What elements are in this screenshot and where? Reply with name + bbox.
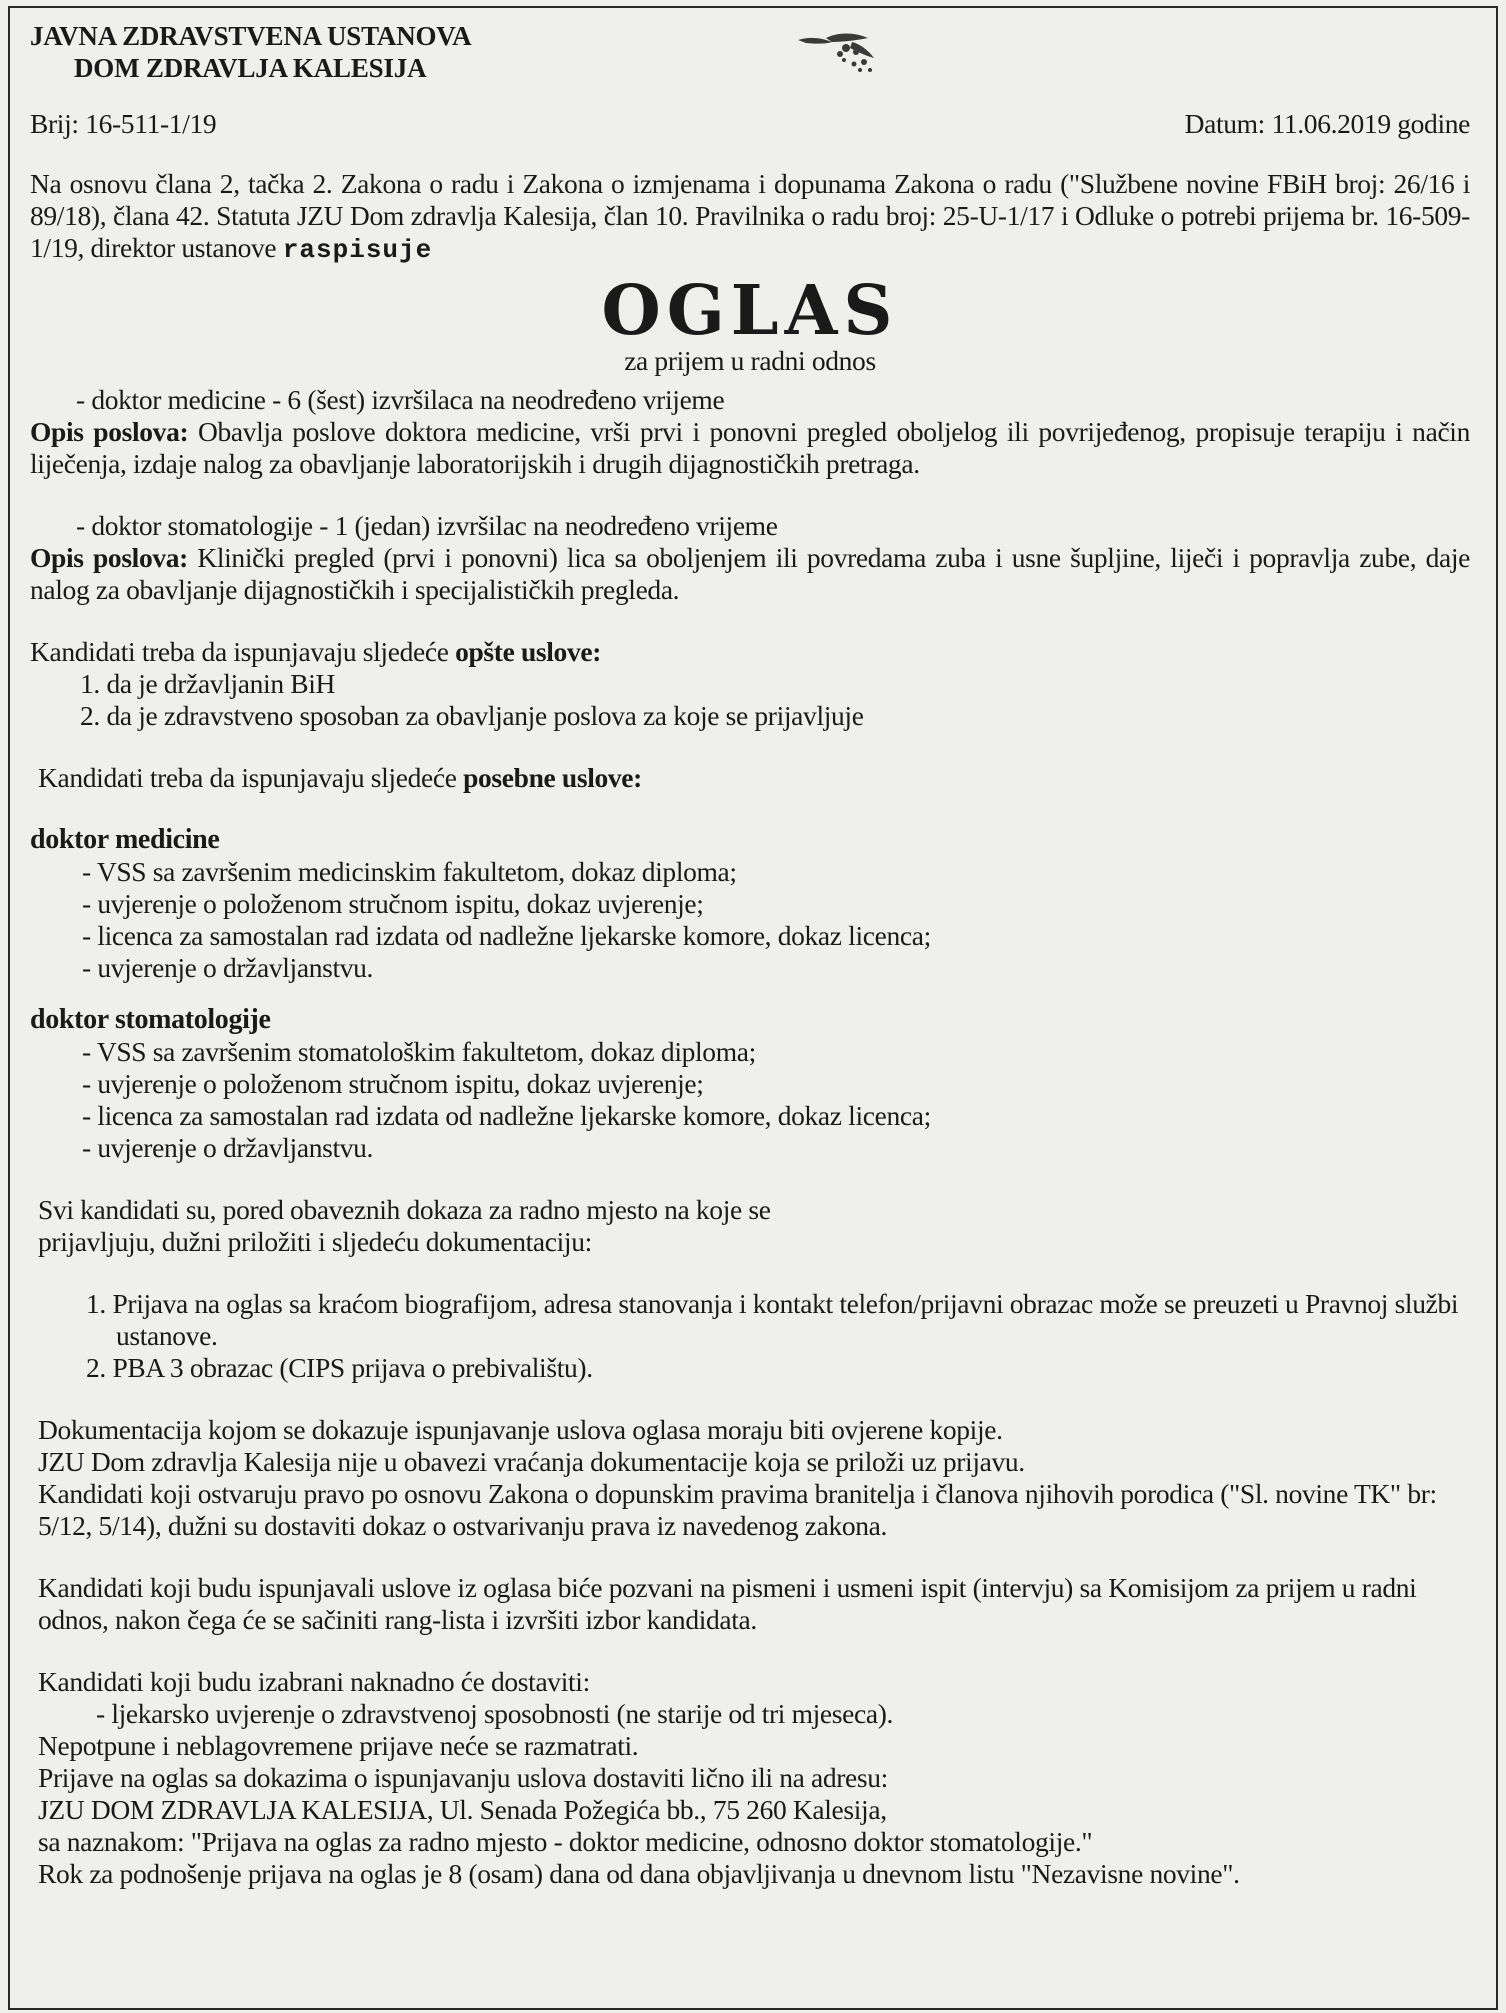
- special-group-dentistry-list: [30, 1036, 1470, 1164]
- position-1-desc-label: Opis poslova:: [30, 416, 189, 447]
- list-item: - uvjerenje o državljanstvu.: [82, 1132, 374, 1163]
- closing-deadline: Rok za podnošenje prijava na oglas je 8 (osam) dana od dana objavljivanja u dnevnom listu "Nezavisne novine".: [38, 1858, 1240, 1889]
- general-intro-end: :: [592, 636, 602, 667]
- documents-intro-line1: Svi kandidati su, pored obaveznih dokaza za radno mjesto na koje se: [38, 1194, 771, 1225]
- closing-line: Kandidati koji budu izabrani naknadno će dostaviti:: [38, 1666, 590, 1697]
- note-paragraph: Dokumentacija kojom se dokazuje ispunjavanje uslova oglasa moraju biti ovjerene kopije.: [38, 1414, 1003, 1445]
- institution-name: [30, 20, 1470, 84]
- closing-line: Prijave na oglas sa dokazima o ispunjavanju uslova dostaviti lično ili na adresu:: [38, 1762, 888, 1793]
- special-group-medicine-title: doktor medicine: [30, 824, 220, 855]
- institution-name-line2: DOM ZDRAVLJA KALESIJA: [74, 53, 427, 83]
- list-item: - uvjerenje o položenom stručnom ispitu, dokaz uvjerenje;: [82, 888, 704, 919]
- special-conditions-intro: [30, 762, 1470, 794]
- closing-block: [30, 1666, 1470, 1890]
- institution-name-line1: JAVNA ZDRAVSTVENA USTANOVA: [30, 21, 472, 51]
- list-item: - VSS sa završenim medicinskim fakultetom, dokaz diploma;: [82, 856, 737, 887]
- notice-title: OGLAS: [601, 271, 899, 351]
- general-intro-bold: opšte uslove: [455, 636, 593, 667]
- closing-address: JZU DOM ZDRAVLJA KALESIJA, Ul. Senada Požegića bb., 75 260 Kalesija,: [38, 1794, 887, 1825]
- list-item: - licenca za samostalan rad izdata od nadležne ljekarske komore, dokaz licenca;: [82, 1100, 931, 1131]
- list-item: - uvjerenje o državljanstvu.: [82, 952, 374, 983]
- note-paragraph: Kandidati koji ostvaruju pravo po osnovu Zakona o dopunskim pravima branitelja i članova njihovih porodica ("Sl. novine TK" br: 5/12, 5/14), dužni su dostaviti dokaz o ostvarivanju prava iz navedenog zakona.: [38, 1478, 1437, 1541]
- list-item: 2. da je zdravstveno sposoban za obavljanje poslova za koje se prijavljuje: [80, 700, 864, 731]
- list-item: 1. da je državljanin BiH: [80, 668, 336, 699]
- position-1-headline: - doktor medicine - 6 (šest) izvršilaca na neodređeno vrijeme: [76, 384, 725, 415]
- announce-word: raspisuje: [282, 235, 433, 265]
- special-group-dentistry-title: doktor stomatologije: [30, 1004, 271, 1035]
- position-2-desc-text: Klinički pregled (prvi i ponovni) lica sa oboljenjem ili povredama zuba i usne šupljine, liječi i popravlja zube, daje nalog za obavljanje dijagnostičkih i specijalističkih pregleda.: [30, 542, 1470, 605]
- list-item: 1. Prijava na oglas sa kraćom biografijom, adresa stanovanja i kontakt telefon/prijavni obrazac može se preuzeti u Pravnoj službi ustanove.: [86, 1288, 1459, 1351]
- general-conditions-intro: [30, 636, 1470, 668]
- list-item: - uvjerenje o položenom stručnom ispitu, dokaz uvjerenje;: [82, 1068, 704, 1099]
- position-1-desc-text: Obavlja poslove doktora medicine, vrši prvi i ponovni pregled oboljelog ili povrijeđenog, propisuje terapiju i način liječenja, izdaje nalog za obavljanje laboratorijskih i drugih dijagnostičkih pretraga.: [30, 416, 1470, 479]
- documents-intro: [30, 1194, 1470, 1258]
- position-1-description: [30, 416, 1470, 480]
- documents-list: [30, 1288, 1470, 1384]
- notice-subtitle: za prijem u radni odnos: [624, 345, 876, 376]
- exam-paragraph: Kandidati koji budu ispunjavali uslove iz oglasa biće pozvani na pismeni i usmeni ispit (intervju) sa Komisijom za prijem u radni odnos, nakon čega će se sačiniti rang-lista i izvršiti izbor kandidata.: [38, 1572, 1417, 1635]
- reference-row: [30, 108, 1470, 140]
- note-paragraph: JZU Dom zdravlja Kalesija nije u obavezi vraćanja dokumentacije koja se priloži uz prijavu.: [38, 1446, 1025, 1477]
- special-intro-bold: posebne uslove: [463, 762, 634, 793]
- general-conditions-list: [30, 668, 1470, 732]
- special-intro-text: Kandidati treba da ispunjavaju sljedeće: [38, 762, 464, 793]
- notice-title-block: [30, 271, 1470, 376]
- legal-basis-text: Na osnovu člana 2, tačka 2. Zakona o radu i Zakona o izmjenama i dopunama Zakona o radu ("Službene novine FBiH broj: 26/16 i 89/18), člana 42. Statuta JZU Dom zdravlja Kalesija, član 10. Pravilnika o radu broj: 25-U-1/17 i Odluke o potrebi prijema br. 16-509-1/19, direktor ustanove: [30, 168, 1470, 263]
- document-date: Datum: 11.06.2019 godine: [1184, 108, 1470, 139]
- closing-line: sa naznakom: "Prijava na oglas za radno mjesto - doktor medicine, odnosno doktor stomatologije.": [38, 1826, 1093, 1857]
- special-group-medicine-list: [30, 856, 1470, 984]
- special-intro-end: :: [633, 762, 642, 793]
- general-intro-text: Kandidati treba da ispunjavaju sljedeće: [30, 636, 456, 667]
- documents-intro-line2: prijavljuju, dužni priložiti i sljedeću dokumentaciju:: [38, 1226, 592, 1257]
- reference-number: Brij: 16-511-1/19: [30, 108, 217, 139]
- legal-basis-paragraph: [30, 168, 1470, 266]
- closing-line: - ljekarsko uvjerenje o zdravstvenoj sposobnosti (ne starije od tri mjeseca).: [96, 1698, 894, 1729]
- list-item: 2. PBA 3 obrazac (CIPS prijava o prebivalištu).: [86, 1352, 593, 1383]
- position-2-description: [30, 542, 1470, 606]
- position-2-headline: - doktor stomatologije - 1 (jedan) izvršilac na neodređeno vrijeme: [76, 510, 778, 541]
- position-2-desc-label: Opis poslova:: [30, 542, 188, 573]
- notice-content: [30, 20, 1470, 1890]
- notes-block: [30, 1414, 1470, 1542]
- list-item: - VSS sa završenim stomatološkim fakultetom, dokaz diploma;: [82, 1036, 756, 1067]
- closing-line: Nepotpune i neblagovremene prijave neće se razmatrati.: [38, 1730, 639, 1761]
- list-item: - licenca za samostalan rad izdata od nadležne ljekarske komore, dokaz licenca;: [82, 920, 931, 951]
